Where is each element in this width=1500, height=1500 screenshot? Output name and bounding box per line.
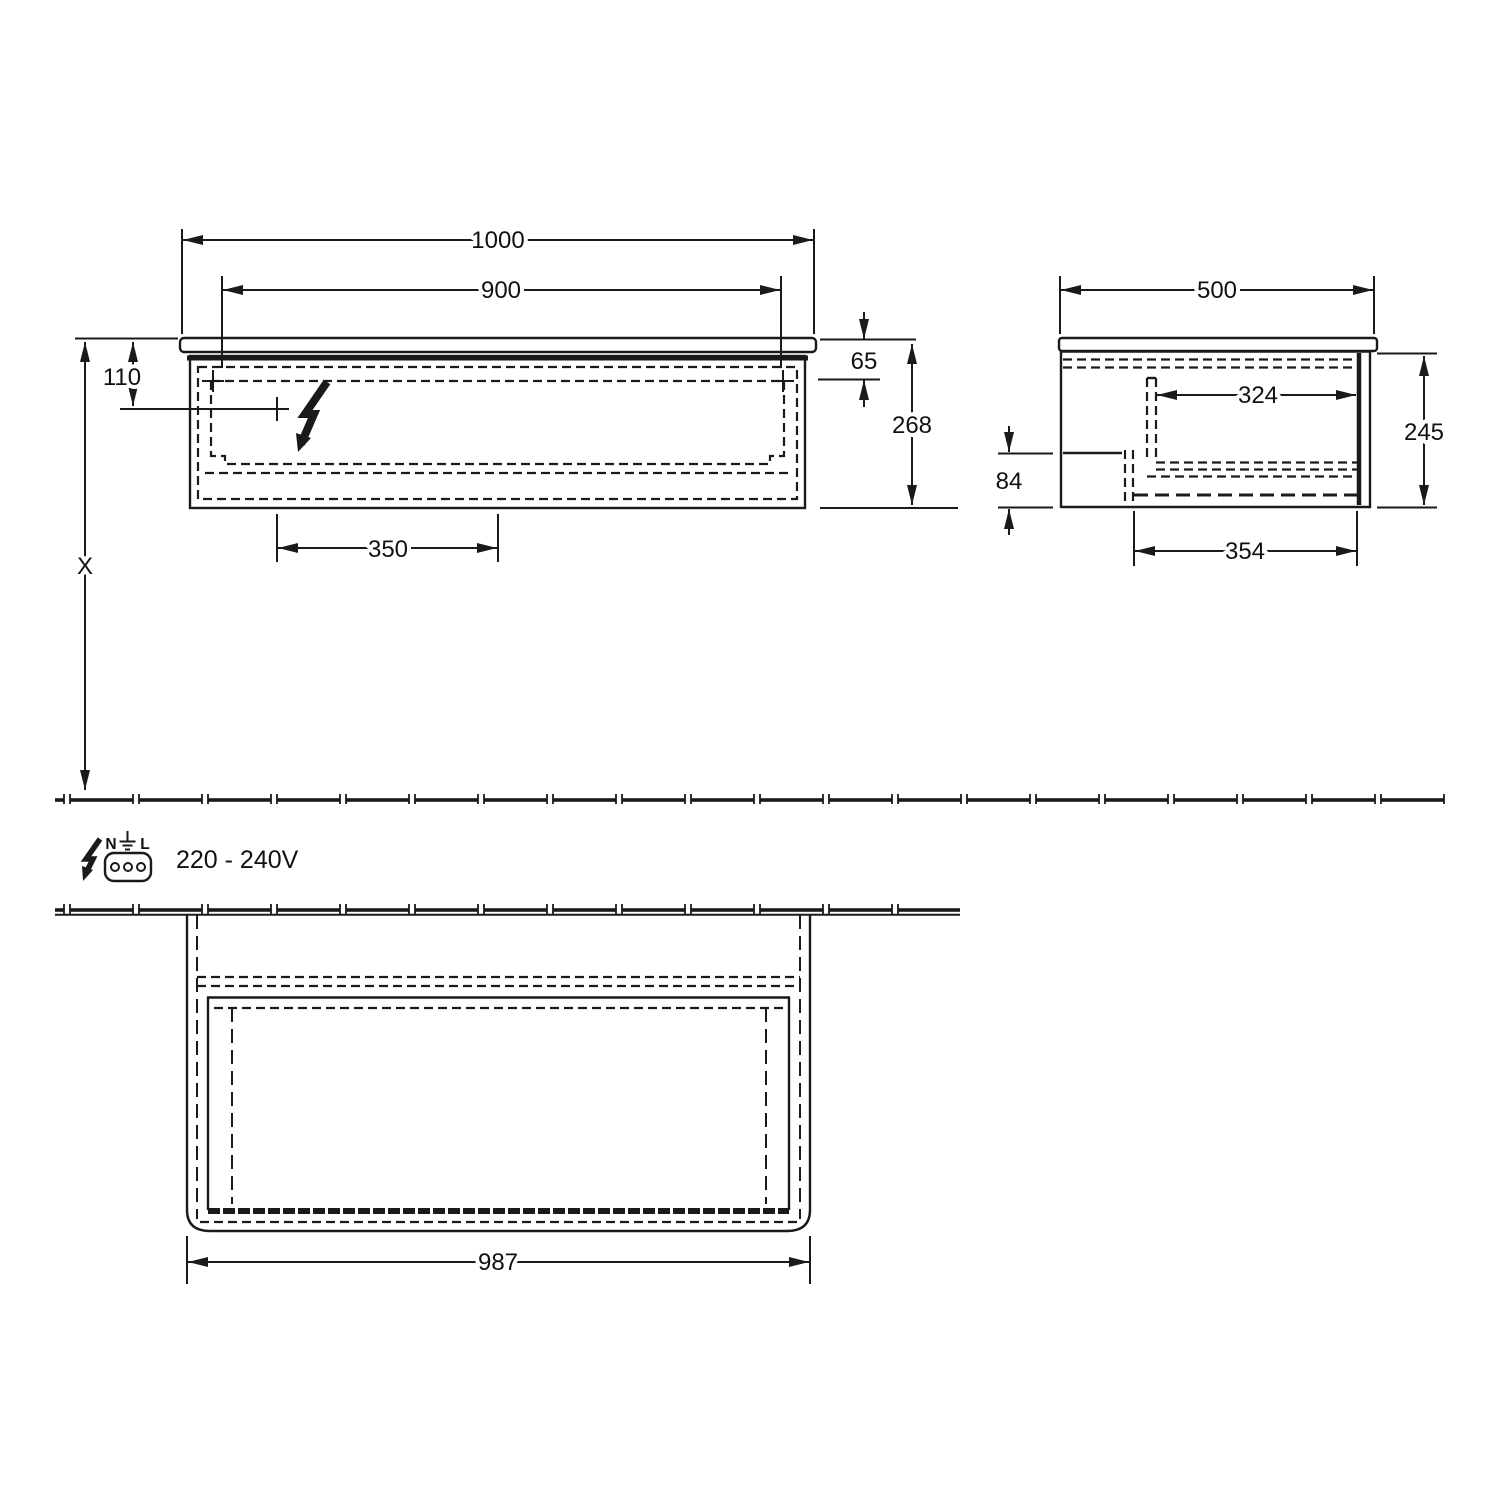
wall-hatch-pattern xyxy=(55,904,960,914)
dim-front-total-width: 1000 xyxy=(471,227,525,254)
front-console-top xyxy=(180,338,816,352)
dim-front-recess-width: 350 xyxy=(367,536,409,563)
socket-icon xyxy=(105,853,151,881)
lightning-bolt-icon xyxy=(82,839,100,881)
side-view-dimensions xyxy=(996,276,1444,566)
dim-front-outlet-offset: 110 xyxy=(102,364,142,391)
dim-side-bottom-clearance: 84 xyxy=(995,468,1023,495)
side-view xyxy=(1059,338,1377,508)
dim-front-top-offset: 65 xyxy=(850,348,878,375)
top-cabinet-outline xyxy=(187,915,810,1231)
dim-side-bottom-depth: 354 xyxy=(1224,538,1266,565)
top-view-dimensions xyxy=(187,1236,810,1284)
voltage-label: 220 - 240V xyxy=(176,846,299,874)
wall-hatch-pattern xyxy=(55,794,1445,804)
neutral-label: N xyxy=(105,836,117,853)
top-view xyxy=(55,904,960,1231)
dim-top-outer-width: 987 xyxy=(477,1249,519,1276)
dim-front-total-height: 268 xyxy=(891,412,933,439)
power-note xyxy=(82,831,299,881)
side-hidden-drawer-rail xyxy=(1147,378,1156,462)
dim-wall-distance: X xyxy=(76,553,94,580)
dim-side-total-depth: 500 xyxy=(1196,277,1238,304)
front-cabinet-body xyxy=(190,356,805,508)
live-label: L xyxy=(140,836,150,853)
side-hidden-front-rail xyxy=(1125,450,1133,505)
front-view xyxy=(120,338,816,508)
ground-icon xyxy=(120,831,136,850)
side-console-top xyxy=(1059,338,1377,351)
dim-side-body-height: 245 xyxy=(1403,419,1445,446)
dim-front-inner-width: 900 xyxy=(480,277,522,304)
dim-side-inner-depth: 324 xyxy=(1237,382,1279,409)
